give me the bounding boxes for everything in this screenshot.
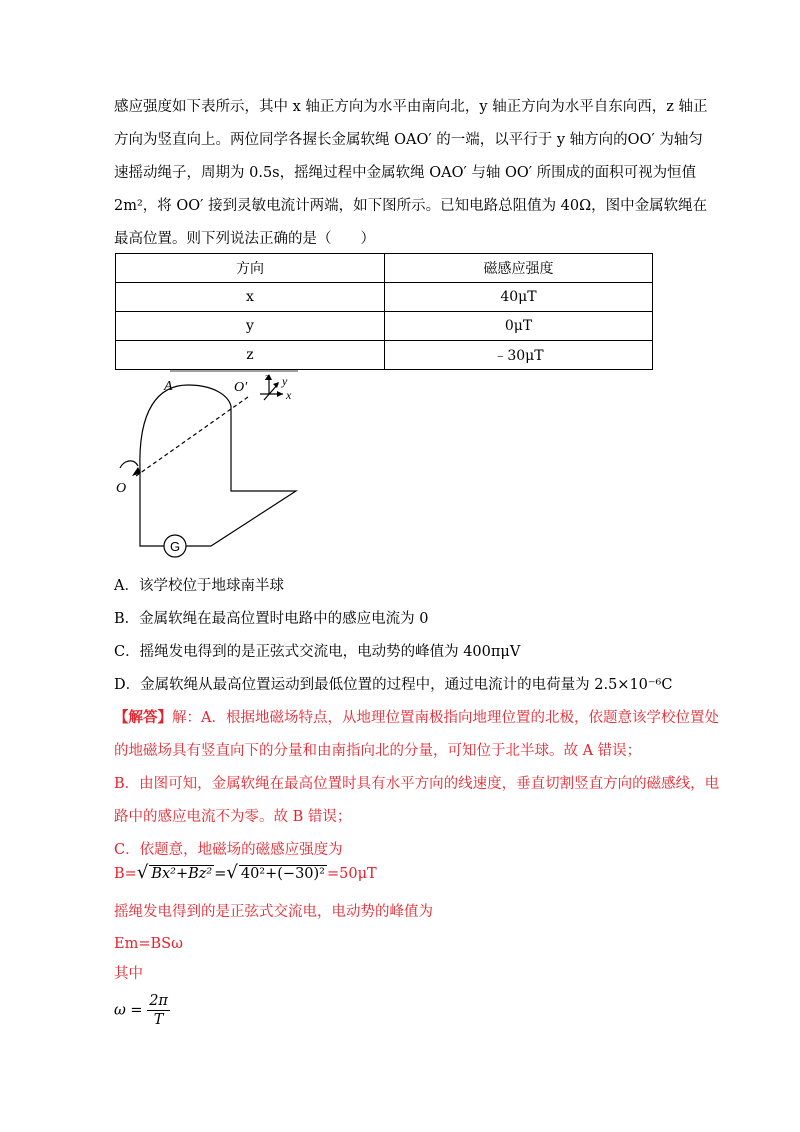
problem-line-5: 最高位置。则下列说法正确的是（ ） (114, 231, 375, 247)
rope-arc (140, 385, 231, 470)
formula-b-prefix: B= (114, 866, 137, 882)
formula-b-eq: = (214, 866, 227, 882)
table-header-induction: 磁感应强度 (385, 254, 653, 283)
solution-line-2: 的地磁场具有竖直向下的分量和由南指向北的分量，可知位于北半球。故 A 错误； (114, 743, 642, 759)
formula-omega (114, 992, 170, 1029)
circuit-wire-left (140, 470, 164, 546)
table-row (116, 341, 653, 370)
sqrt-icon: √ (226, 862, 238, 883)
problem-line-4: 2m²，将 OO′ 接到灵敏电流计两端，如下图所示。已知电路总阻值为 40Ω，图中金属软绳在 (114, 198, 708, 214)
circuit-wire-right (186, 406, 296, 546)
table-row (116, 312, 653, 341)
solution-line-3: B．由图可知，金属软绳在最高位置时具有水平方向的线速度，垂直切割竖直方向的磁感线，电 (114, 776, 720, 792)
magnetic-field-table (115, 253, 653, 370)
emf-formula: Em=BSω (114, 936, 183, 952)
problem-line-3: 速摇动绳子，周期为 0.5s，摇绳过程中金属软绳 OAO′ 与轴 OO′ 所围成的面积可视为恒值 (114, 165, 697, 181)
table-cell: 40μT (385, 283, 653, 312)
label-o: O (116, 481, 127, 496)
rope-hook (120, 461, 138, 468)
table-header-direction: 方向 (116, 254, 385, 283)
omega-lhs: ω = (114, 1002, 143, 1019)
table-cell: x (116, 283, 385, 312)
option-a: A．该学校位于地球南半球 (114, 578, 284, 594)
table-cell: 0μT (385, 312, 653, 341)
rope-circuit-diagram (108, 370, 308, 560)
formula-b (114, 862, 377, 883)
option-d: D．金属软绳从最高位置运动到最低位置的过程中，通过电流计的电荷量为 2.5×10⁻⁶C (114, 677, 673, 693)
solution-line-5: C．依题意，地磁场的磁感应强度为 (114, 842, 343, 858)
table-cell: y (116, 312, 385, 341)
label-g: G (170, 539, 181, 554)
problem-line-2: 方向为竖直向上。两位同学各握长金属软绳 OAO′ 的一端，以平行于 y 轴方向的OO′ 为轴匀 (114, 132, 703, 148)
omega-denominator: T (153, 1012, 164, 1028)
table-cell: z (116, 341, 385, 370)
omega-fraction (147, 992, 170, 1029)
table-header-row (116, 254, 653, 283)
solution-line-emf: 摇绳发电得到的是正弦式交流电，电动势的峰值为 (114, 904, 433, 920)
solution-line-1-text: 解：A．根据地磁场特点，从地理位置南极指向地理位置的北极，依题意该学校位置处 (172, 710, 719, 726)
axis-label-y: y (282, 374, 288, 388)
option-b: B．金属软绳在最高位置时电路中的感应电流为 0 (114, 611, 429, 627)
formula-b-radicand-1: Bx²+Bz² (151, 866, 213, 882)
answer-tag: 【解答】 (114, 709, 172, 726)
label-a: A (164, 379, 173, 394)
formula-b-result: =50μT (326, 866, 377, 882)
option-c: C．摇绳发电得到的是正弦式交流电，电动势的峰值为 400πμV (114, 644, 521, 660)
axis-label-z: z (265, 371, 270, 383)
problem-line-1: 感应强度如下表所示，其中 x 轴正方向为水平由南向北，y 轴正方向为水平自东向西，z 轴正 (114, 99, 708, 115)
formula-b-radicand-2: 40²+(−30)² (240, 866, 325, 882)
label-o-prime: O′ (234, 380, 248, 395)
solution-line-1 (114, 708, 719, 728)
table-row (116, 283, 653, 312)
table-cell: ﹣30μT (385, 341, 653, 370)
solution-line-4: 路中的感应电流不为零。故 B 错误； (114, 809, 352, 825)
axis-label-x: x (286, 388, 292, 402)
where-label: 其中 (114, 966, 143, 982)
sqrt-icon: √ (136, 862, 149, 883)
omega-numerator: 2π (149, 993, 168, 1009)
